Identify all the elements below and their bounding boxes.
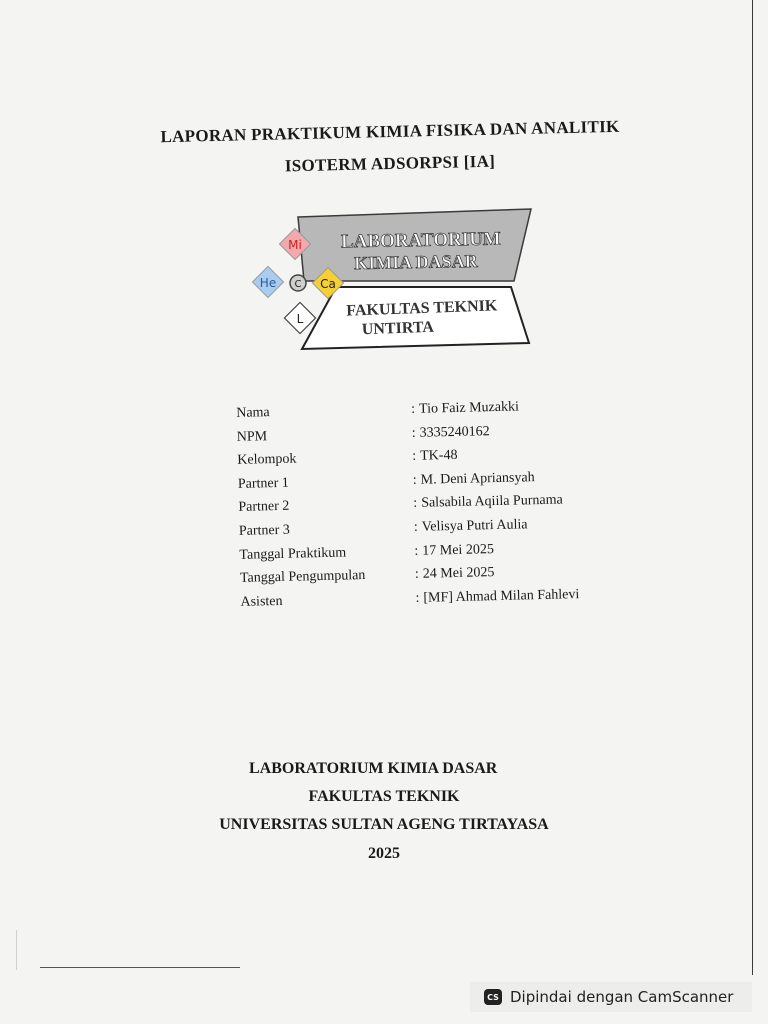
svg-text:C: C	[294, 279, 302, 290]
info-label: Tanggal Praktikum	[239, 545, 347, 563]
svg-text:He: He	[259, 276, 277, 290]
info-label: NPM	[236, 428, 268, 445]
svg-text:Ca: Ca	[320, 277, 336, 291]
info-value: : Salsabila Aqiila Purnama	[413, 492, 563, 512]
logo-untirta-text: UNTIRTA	[361, 318, 435, 339]
svg-text:L: L	[296, 312, 304, 326]
info-label: Partner 2	[238, 499, 290, 516]
report-title: LAPORAN PRAKTIKUM KIMIA FISIKA DAN ANALITIK	[160, 116, 620, 147]
info-value: : 3335240162	[411, 423, 490, 441]
logo-lab-text: LABORATORIUM	[340, 228, 501, 253]
info-value: : 24 Mei 2025	[414, 565, 495, 583]
info-label: Tanggal Pengumpulan	[239, 568, 366, 587]
report-subtitle: ISOTERM ADSORPSI [IA]	[284, 151, 496, 176]
info-value: : Velisya Putri Aulia	[413, 517, 528, 535]
info-value: : [MF] Ahmad Milan Fahlevi	[415, 586, 580, 606]
footer-faculty: FAKULTAS TEKNIK	[308, 788, 460, 805]
logo-he-diamond	[252, 266, 283, 297]
logo-bottom-banner	[302, 287, 529, 349]
footer-university: UNIVERSITAS SULTAN AGENG TIRTAYASA	[219, 816, 549, 833]
logo-fakultas-text: FAKULTAS TEKNIK	[346, 297, 498, 320]
info-label: Partner 3	[238, 522, 291, 539]
footer-lab: LABORATORIUM KIMIA DASAR	[249, 760, 498, 777]
info-label: Nama	[236, 405, 270, 421]
camscanner-icon: CS	[484, 989, 502, 1005]
logo-c-circle	[290, 275, 306, 291]
info-value: : Tio Faiz Muzakki	[411, 399, 520, 417]
info-value: : 17 Mei 2025	[414, 541, 495, 559]
camscanner-text: Dipindai dengan CamScanner	[510, 988, 734, 1006]
logo-l-diamond	[284, 302, 315, 333]
page-edge-left	[16, 930, 17, 970]
info-label: Asisten	[240, 593, 283, 610]
camscanner-watermark	[470, 982, 752, 1012]
logo-kimia-text: KIMIA DASAR	[353, 250, 478, 274]
student-info	[232, 393, 617, 614]
info-label: Kelompok	[237, 451, 297, 469]
info-value: : TK-48	[412, 448, 458, 465]
info-value: : M. Deni Apriansyah	[412, 469, 535, 488]
svg-text:Mi: Mi	[288, 238, 302, 252]
lab-logo	[246, 205, 536, 355]
info-label: Partner 1	[237, 475, 289, 492]
bottom-rule	[40, 967, 240, 968]
footer-year: 2025	[368, 845, 400, 862]
